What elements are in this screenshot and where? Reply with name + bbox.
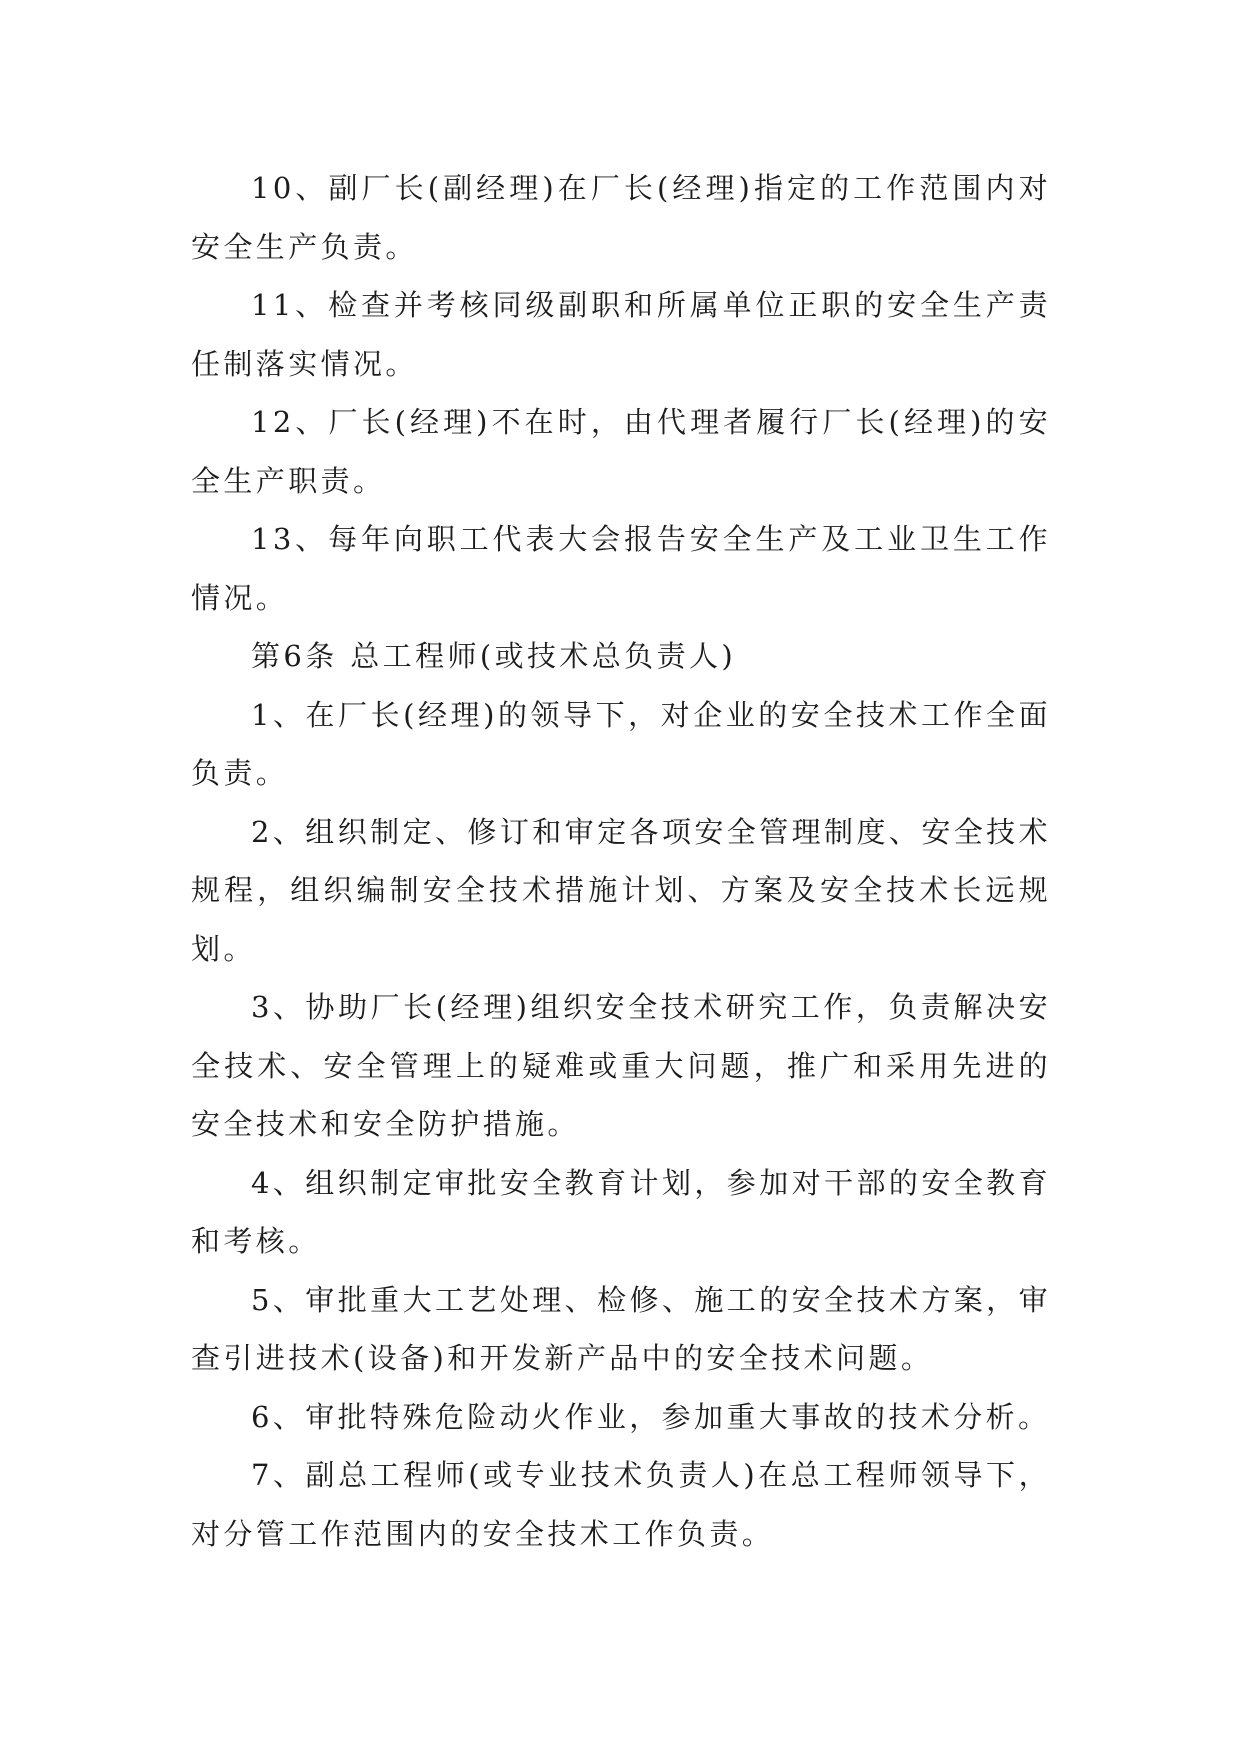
- paragraph-item-3: 3、协助厂长(经理)组织安全技术研究工作，负责解决安全技术、安全管理上的疑难或重大问题，推广和采用先进的安全技术和安全防护措施。: [191, 990, 1051, 1141]
- paragraph-item-5: 5、审批重大工艺处理、检修、施工的安全技术方案，审查引进技术(设备)和开发新产品中的安全技术问题。: [191, 1282, 1051, 1375]
- paragraph-item-1: 1、在厂长(经理)的领导下，对企业的安全技术工作全面负责。: [191, 697, 1051, 790]
- paragraph-item-2: 2、组织制定、修订和审定各项安全管理制度、安全技术规程，组织编制安全技术措施计划、方案及安全技术长远规划。: [191, 814, 1051, 966]
- paragraph-item-11: 11、检查并考核同级副职和所属单位正职的安全生产责任制落实情况。: [191, 288, 1051, 381]
- document-body: [191, 159, 1051, 1563]
- paragraph-item-7: 7、副总工程师(或专业技术负责人)在总工程师领导下，对分管工作范围内的安全技术工作负责。: [191, 1458, 1051, 1551]
- paragraph-item-10: 10、副厂长(副经理)在厂长(经理)指定的工作范围内对安全生产负责。: [191, 171, 1051, 264]
- paragraph-item-12: 12、厂长(经理)不在时，由代理者履行厂长(经理)的安全生产职责。: [191, 405, 1051, 498]
- article-heading: 第6条 总工程师(或技术总负责人): [251, 639, 737, 673]
- paragraph-item-4: 4、组织制定审批安全教育计划，参加对干部的安全教育和考核。: [191, 1165, 1051, 1258]
- paragraph-item-13: 13、每年向职工代表大会报告安全生产及工业卫生工作情况。: [191, 522, 1051, 615]
- paragraph-item-6: 6、审批特殊危险动火作业，参加重大事故的技术分析。: [251, 1399, 1051, 1434]
